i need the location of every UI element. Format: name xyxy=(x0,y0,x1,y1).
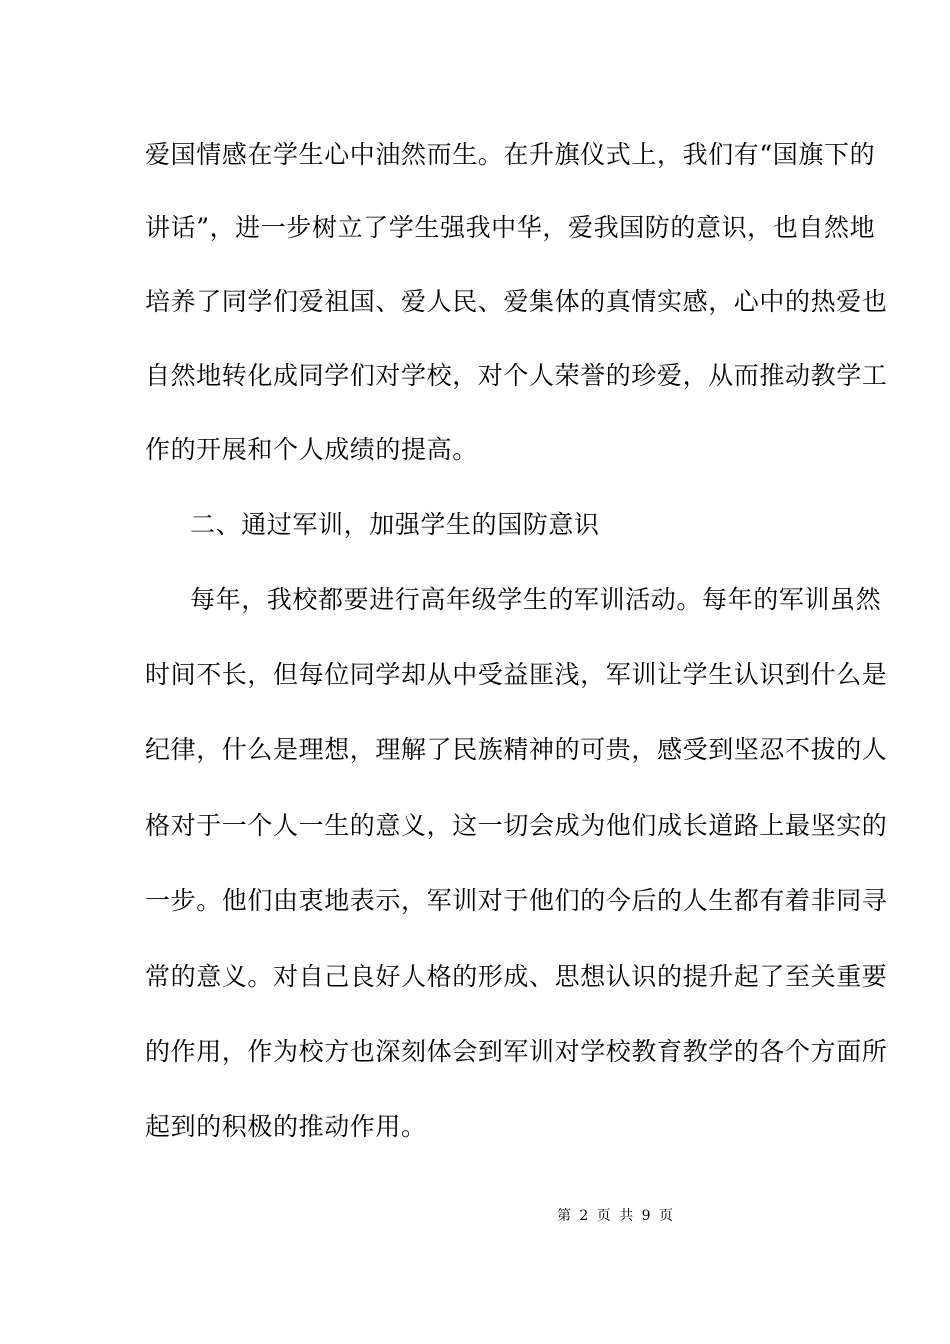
paragraph-line: 常的意义。对自己良好人格的形成、思想认识的提升起了至关重要 xyxy=(145,962,888,991)
paragraph-line: 纪律，什么是理想，理解了民族精神的可贵，感受到坚忍不拔的人 xyxy=(145,735,888,764)
paragraph-line: 爱国情感在学生心中油然而生。在升旗仪式上，我们有“国旗下的 xyxy=(145,140,876,169)
page-footer xyxy=(0,1206,950,1226)
paragraph-line: 讲话”，进一步树立了学生强我中华，爱我国防的意识，也自然地 xyxy=(145,213,876,242)
page-number: 第 2 页 共 9 页 xyxy=(556,1208,674,1224)
paragraph-line: 作的开展和个人成绩的提高。 xyxy=(145,435,478,464)
paragraph-line: 时间不长，但每位同学却从中受益匪浅，军训让学生认识到什么是 xyxy=(145,660,888,689)
paragraph-line: 起到的积极的推动作用。 xyxy=(145,1112,427,1141)
section-heading: 二、通过军训，加强学生的国防意识 xyxy=(190,510,600,539)
paragraph-line: 培养了同学们爱祖国、爱人民、爱集体的真情实感，心中的热爱也 xyxy=(145,287,888,316)
paragraph-line: 每年，我校都要进行高年级学生的军训活动。每年的军训虽然 xyxy=(190,585,882,614)
paragraph-line: 一步。他们由衷地表示，军训对于他们的今后的人生都有着非同寻 xyxy=(145,886,888,915)
paragraph-line: 自然地转化成同学们对学校，对个人荣誉的珍爱，从而推动教学工 xyxy=(145,361,888,390)
paragraph-line: 的作用，作为校方也深刻体会到军训对学校教育教学的各个方面所 xyxy=(145,1037,888,1066)
paragraph-line: 格对于一个人一生的意义，这一切会成为他们成长道路上最坚实的 xyxy=(145,811,888,840)
